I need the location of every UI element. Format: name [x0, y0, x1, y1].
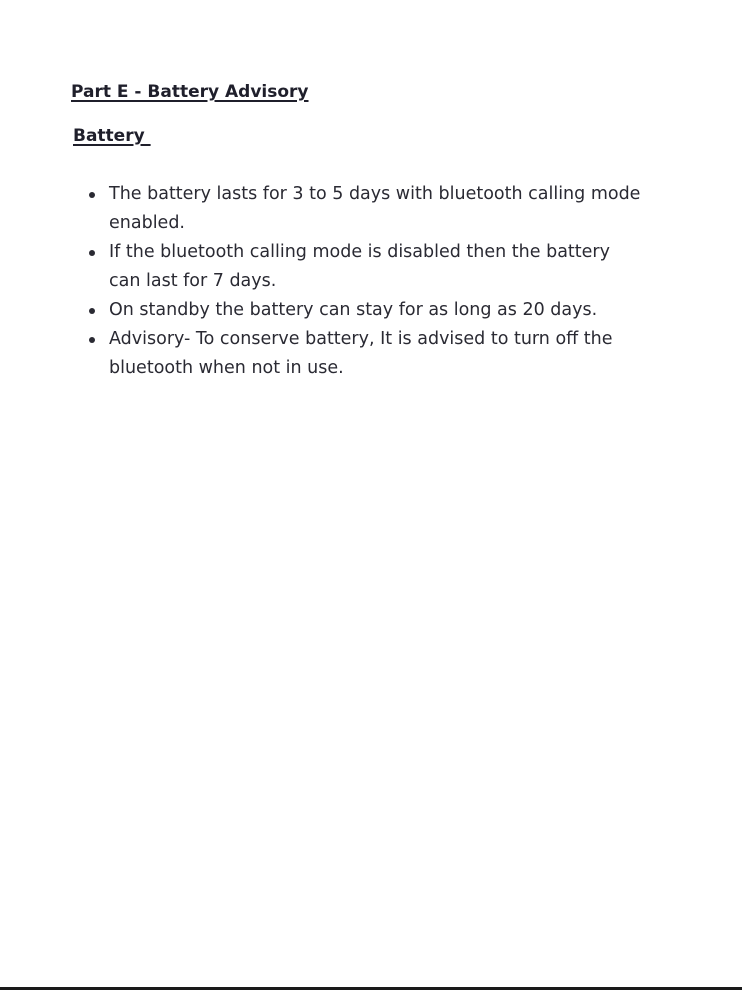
list-item — [109, 325, 639, 383]
list-item-text: On standby the battery can stay for as long as 20 days. — [109, 300, 598, 320]
bullet-dot-icon — [89, 337, 95, 343]
sub-title: Battery — [73, 126, 151, 146]
list-item — [109, 296, 684, 325]
list-item — [109, 238, 639, 296]
list-item-text: If the bluetooth calling mode is disabled then the battery can last for 7 days. — [109, 242, 610, 291]
list-item-text: Advisory- To conserve battery, It is advised to turn off the bluetooth when not in use. — [109, 329, 613, 378]
bullet-dot-icon — [89, 308, 95, 314]
bullet-dot-icon — [89, 250, 95, 256]
section-title: Part E - Battery Advisory — [71, 82, 309, 102]
bullet-list — [88, 180, 684, 383]
list-item — [109, 180, 665, 238]
list-item-text: The battery lasts for 3 to 5 days with bluetooth calling mode enabled. — [109, 184, 641, 233]
bullet-dot-icon — [89, 192, 95, 198]
